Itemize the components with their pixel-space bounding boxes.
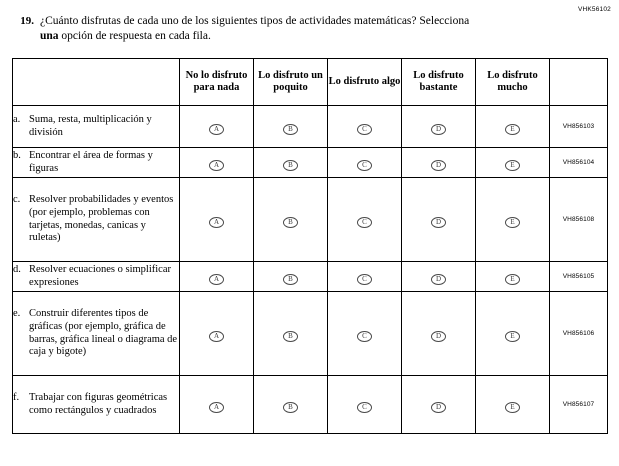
radio-bubble[interactable]: C <box>357 217 372 228</box>
matrix-code-header-cell <box>550 59 608 106</box>
radio-bubble[interactable]: C <box>357 124 372 135</box>
bubble-f-5[interactable] <box>476 376 550 434</box>
bubble-b-4[interactable] <box>402 148 476 178</box>
row-stem-f <box>13 376 180 434</box>
question-text-part2: opción de respuesta en cada fila. <box>58 29 211 42</box>
bubble-a-2[interactable] <box>254 106 328 148</box>
question-text <box>40 14 470 43</box>
column-header-option-1: No lo disfruto para nada <box>180 59 254 106</box>
radio-bubble[interactable]: C <box>357 160 372 171</box>
bubble-c-1[interactable] <box>180 178 254 262</box>
bubble-b-3[interactable] <box>328 148 402 178</box>
column-header-option-3: Lo disfruto algo <box>328 59 402 106</box>
bubble-a-4[interactable] <box>402 106 476 148</box>
radio-bubble[interactable]: E <box>505 160 520 171</box>
column-header-option-5: Lo disfruto mucho <box>476 59 550 106</box>
radio-bubble[interactable]: D <box>431 331 446 342</box>
row-code-f: VH856107 <box>550 376 608 434</box>
radio-bubble[interactable]: D <box>431 160 446 171</box>
radio-bubble[interactable]: B <box>283 331 298 342</box>
row-code-b: VH856104 <box>550 148 608 178</box>
radio-bubble[interactable]: C <box>357 274 372 285</box>
radio-bubble[interactable]: A <box>209 274 224 285</box>
page-corner-code: VHK56102 <box>577 6 611 13</box>
table-row <box>13 292 608 376</box>
row-code-a: VH856103 <box>550 106 608 148</box>
bubble-b-2[interactable] <box>254 148 328 178</box>
radio-bubble[interactable]: B <box>283 402 298 413</box>
row-code-c: VH856108 <box>550 178 608 262</box>
bubble-f-1[interactable] <box>180 376 254 434</box>
bubble-f-2[interactable] <box>254 376 328 434</box>
matrix-header-row <box>13 59 608 106</box>
row-code-d: VH856105 <box>550 262 608 292</box>
row-letter-d: d. <box>13 263 21 275</box>
response-matrix <box>12 58 608 434</box>
row-stem-e <box>13 292 180 376</box>
bubble-d-1[interactable] <box>180 262 254 292</box>
row-code-e: VH856106 <box>550 292 608 376</box>
radio-bubble[interactable]: C <box>357 402 372 413</box>
radio-bubble[interactable]: C <box>357 331 372 342</box>
row-text-b: Encontrar el área de formas y figuras <box>29 149 153 174</box>
row-letter-e: e. <box>13 307 21 319</box>
bubble-f-3[interactable] <box>328 376 402 434</box>
radio-bubble[interactable]: B <box>283 124 298 135</box>
radio-bubble[interactable]: D <box>431 274 446 285</box>
bubble-d-2[interactable] <box>254 262 328 292</box>
radio-bubble[interactable]: D <box>431 124 446 135</box>
row-text-f: Trabajar con figuras geométricas como rectángulos y cuadrados <box>29 391 168 416</box>
row-stem-b <box>13 148 180 178</box>
radio-bubble[interactable]: E <box>505 124 520 135</box>
row-text-a: Suma, resta, multiplicación y división <box>29 113 152 138</box>
radio-bubble[interactable]: B <box>283 217 298 228</box>
bubble-f-4[interactable] <box>402 376 476 434</box>
radio-bubble[interactable]: A <box>209 331 224 342</box>
bubble-d-5[interactable] <box>476 262 550 292</box>
question-number: 19. <box>20 15 34 27</box>
bubble-e-3[interactable] <box>328 292 402 376</box>
radio-bubble[interactable]: B <box>283 274 298 285</box>
bubble-e-1[interactable] <box>180 292 254 376</box>
radio-bubble[interactable]: A <box>209 217 224 228</box>
row-stem-a <box>13 106 180 148</box>
column-header-option-2: Lo disfruto un poquito <box>254 59 328 106</box>
radio-bubble[interactable]: A <box>209 402 224 413</box>
radio-bubble[interactable]: E <box>505 274 520 285</box>
question-text-part1: ¿Cuánto disfrutas de cada uno de los siguientes tipos de actividades matemáticas? Selecciona <box>40 15 470 27</box>
row-letter-c: c. <box>13 193 21 205</box>
bubble-d-3[interactable] <box>328 262 402 292</box>
radio-bubble[interactable]: E <box>505 402 520 413</box>
table-row <box>13 178 608 262</box>
row-letter-f: f. <box>13 391 20 403</box>
bubble-e-4[interactable] <box>402 292 476 376</box>
row-letter-a: a. <box>13 113 21 125</box>
bubble-a-1[interactable] <box>180 106 254 148</box>
bubble-c-2[interactable] <box>254 178 328 262</box>
radio-bubble[interactable]: D <box>431 217 446 228</box>
radio-bubble[interactable]: B <box>283 160 298 171</box>
bubble-d-4[interactable] <box>402 262 476 292</box>
radio-bubble[interactable]: A <box>209 160 224 171</box>
column-header-option-4: Lo disfruto bastante <box>402 59 476 106</box>
matrix-corner-cell <box>13 59 180 106</box>
radio-bubble[interactable]: D <box>431 402 446 413</box>
bubble-e-2[interactable] <box>254 292 328 376</box>
bubble-e-5[interactable] <box>476 292 550 376</box>
table-row <box>13 262 608 292</box>
radio-bubble[interactable]: E <box>505 217 520 228</box>
row-text-d: Resolver ecuaciones o simplificar expresiones <box>29 263 171 288</box>
row-letter-b: b. <box>13 149 21 161</box>
question-prompt <box>12 14 549 43</box>
row-stem-d <box>13 262 180 292</box>
bubble-c-5[interactable] <box>476 178 550 262</box>
row-stem-c <box>13 178 180 262</box>
row-text-e: Construir diferentes tipos de gráficas (por ejemplo, gráfica de barras, gráfica lineal o diagrama de caja y bigote) <box>29 307 178 358</box>
bubble-a-3[interactable] <box>328 106 402 148</box>
table-row <box>13 376 608 434</box>
bubble-c-4[interactable] <box>402 178 476 262</box>
table-row <box>13 106 608 148</box>
bubble-c-3[interactable] <box>328 178 402 262</box>
bubble-a-5[interactable] <box>476 106 550 148</box>
question-text-emphasis: una <box>40 29 59 42</box>
bubble-b-1[interactable] <box>180 148 254 178</box>
row-text-c: Resolver probabilidades y eventos (por ejemplo, problemas con tarjetas, monedas, canicas y ruletas) <box>29 193 174 244</box>
table-row <box>13 148 608 178</box>
bubble-b-5[interactable] <box>476 148 550 178</box>
radio-bubble[interactable]: A <box>209 124 224 135</box>
radio-bubble[interactable]: E <box>505 331 520 342</box>
